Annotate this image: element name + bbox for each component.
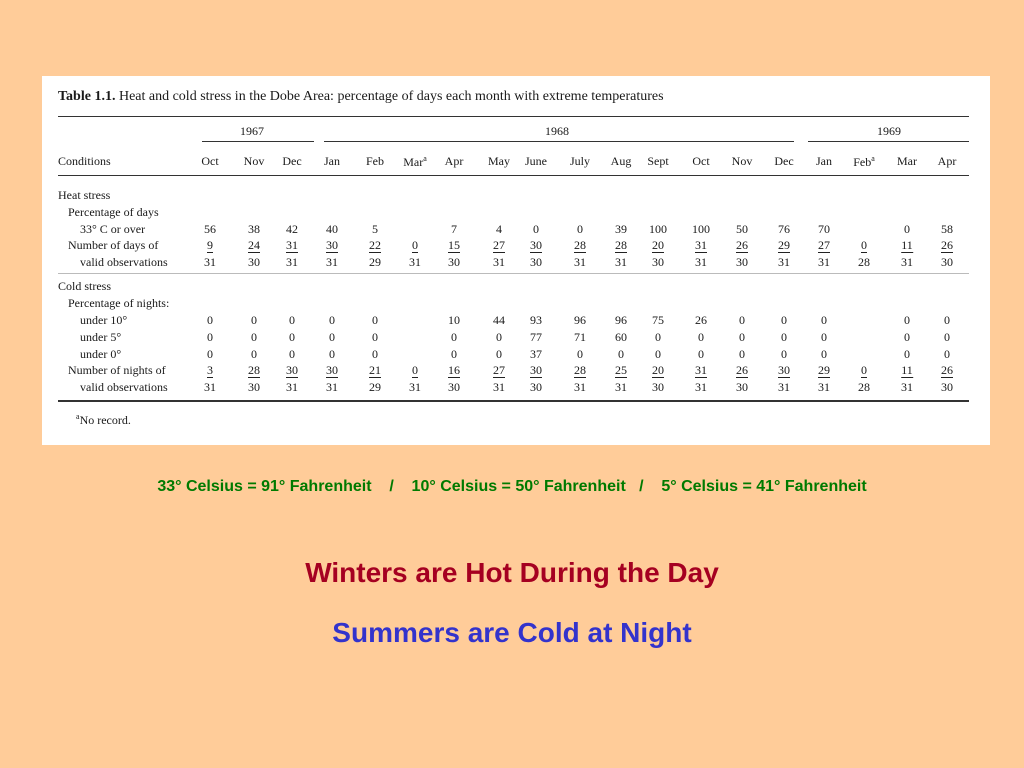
table-cell: 0 (251, 330, 257, 344)
table-cell: 31 (901, 255, 913, 269)
table-cell: 31 (409, 255, 421, 269)
table-cell: 100 (649, 222, 667, 236)
table-cell: 0 (904, 313, 910, 327)
table-cell: 0 (739, 330, 745, 344)
table-cell: 30 (448, 380, 460, 394)
table-cell: 0 (821, 313, 827, 327)
table-cell: 21 (369, 363, 381, 377)
year-label-1969: 1969 (877, 124, 901, 138)
month-header: July (569, 154, 591, 168)
table-cell: 30 (778, 363, 790, 377)
table-cell: 4 (496, 222, 502, 236)
month-header: Jan (816, 154, 832, 168)
table-cell: 100 (692, 222, 710, 236)
table-cell: 0 (904, 330, 910, 344)
month-superscript: a (423, 154, 427, 163)
month-header: Feb (366, 154, 384, 168)
table-cell: 27 (493, 238, 505, 252)
table-cell: 31 (695, 363, 707, 377)
table-cell: 31 (695, 255, 707, 269)
table-cell: 5 (372, 222, 378, 236)
conditions-header: Conditions (58, 154, 111, 168)
table-caption (58, 89, 664, 105)
month-header: Mar$^a$ (403, 154, 427, 169)
table-cell: 28 (858, 255, 870, 269)
month-superscript: a (871, 154, 875, 163)
table-cell: 0 (781, 313, 787, 327)
table-cell: 0 (372, 347, 378, 361)
table-cell: 31 (326, 255, 338, 269)
table-cell: 27 (818, 238, 830, 252)
table-cell: 26 (695, 313, 707, 327)
table-cell: 31 (286, 238, 298, 252)
table-cell: 31 (615, 380, 627, 394)
table-cell: 0 (739, 313, 745, 327)
table-cell: 0 (207, 313, 213, 327)
table-cell: 0 (698, 330, 704, 344)
table-cell: 0 (329, 330, 335, 344)
month-header: Dec (774, 154, 794, 168)
table-cell: 39 (615, 222, 627, 236)
table-cell: 30 (652, 380, 664, 394)
table-cell: 31 (574, 380, 586, 394)
table-cell: 0 (329, 347, 335, 361)
table-cell: 31 (574, 255, 586, 269)
table-cell: 30 (652, 255, 664, 269)
table-cell: 0 (451, 330, 457, 344)
table-cell: 0 (207, 330, 213, 344)
month-header: Aug (610, 154, 632, 168)
table-cell: 0 (372, 330, 378, 344)
section-cold-stress: Cold stress (58, 279, 112, 293)
table-cell: 30 (941, 380, 953, 394)
table-cell: 37 (530, 347, 542, 361)
table-cell: 31 (493, 255, 505, 269)
table-cell: 70 (818, 222, 830, 236)
table-cell: 31 (818, 255, 830, 269)
table-cell: 26 (736, 238, 748, 252)
table-cell: 0 (944, 313, 950, 327)
table-cell: 31 (778, 255, 790, 269)
table-cell: 30 (286, 363, 298, 377)
row-label-number-of-nights: Number of nights of (68, 363, 166, 377)
table-cell: 30 (530, 255, 542, 269)
header-rule (58, 175, 969, 176)
table-cell: 31 (204, 255, 216, 269)
table-cell: 31 (204, 380, 216, 394)
table-cell: 29 (369, 380, 381, 394)
month-header: Nov (243, 154, 265, 168)
table-cell: 10 (448, 313, 460, 327)
table-cell: 31 (695, 238, 707, 252)
section-divider (58, 273, 969, 274)
headline-summer: Summers are Cold at Night (332, 617, 692, 648)
table-cell: 25 (615, 363, 627, 377)
footnote-text: No record. (79, 413, 131, 427)
table-cell: 0 (451, 347, 457, 361)
table-cell: 28 (248, 363, 260, 377)
table-cell: 0 (412, 238, 418, 252)
table-cell: 30 (326, 363, 338, 377)
table-cell: 0 (861, 363, 867, 377)
table-cell: 38 (248, 222, 260, 236)
table-cell: 0 (821, 347, 827, 361)
table-cell: 0 (577, 347, 583, 361)
table-cell: 31 (901, 380, 913, 394)
table-cell: 0 (533, 222, 539, 236)
table-cell: 0 (698, 347, 704, 361)
table-cell: 71 (574, 330, 586, 344)
table-cell: 0 (412, 363, 418, 377)
month-header: Apr (937, 154, 957, 168)
table-cell: 31 (493, 380, 505, 394)
table-cell: 0 (944, 347, 950, 361)
table-cell: 31 (286, 380, 298, 394)
table-cell: 0 (821, 330, 827, 344)
table-cell: 15 (448, 238, 460, 252)
table-cell: 58 (941, 222, 953, 236)
table-cell: 0 (904, 347, 910, 361)
year-rule-1967 (202, 141, 314, 142)
table-cell: 30 (530, 363, 542, 377)
row-label-under-5: under 5° (80, 330, 122, 344)
table-cell: 28 (574, 238, 586, 252)
table-cell: 0 (207, 347, 213, 361)
table-panel (42, 76, 990, 445)
bottom-rule (58, 400, 969, 402)
table-cell: 0 (577, 222, 583, 236)
month-header: Mar (897, 154, 917, 168)
table-cell: 30 (326, 238, 338, 252)
table-cell: 7 (451, 222, 457, 236)
table-cell: 0 (251, 347, 257, 361)
table-cell: 30 (530, 380, 542, 394)
month-header: Feb$^a$ (853, 154, 875, 169)
table-cell: 0 (289, 330, 295, 344)
table-cell: 0 (496, 330, 502, 344)
table-cell: 30 (248, 255, 260, 269)
month-header: Sept (647, 154, 669, 168)
row-label-under-10: under 10° (80, 313, 128, 327)
table-cell: 42 (286, 222, 298, 236)
headline-winter: Winters are Hot During the Day (305, 557, 719, 588)
table-cell: 0 (496, 347, 502, 361)
table-cell: 0 (861, 238, 867, 252)
table-cell: 0 (289, 347, 295, 361)
table-cell: 0 (618, 347, 624, 361)
month-header: Oct (201, 154, 219, 168)
table-cell: 30 (248, 380, 260, 394)
section-percentage-of-days: Percentage of days (68, 205, 159, 219)
table-caption-label: Table 1.1. (58, 89, 116, 104)
table-cell: 0 (655, 347, 661, 361)
table-cell: 31 (615, 255, 627, 269)
year-rule-1968 (324, 141, 794, 142)
table-cell: 26 (941, 238, 953, 252)
table-cell: 0 (329, 313, 335, 327)
table-cell: 31 (326, 380, 338, 394)
table-cell: 20 (652, 363, 664, 377)
footnote-mark: a (76, 412, 80, 421)
table-cell: 93 (530, 313, 542, 327)
table-cell: 0 (289, 313, 295, 327)
table-cell: 0 (944, 330, 950, 344)
table-caption-text: Heat and cold stress in the Dobe Area: percentage of days each month with extreme temperatures (118, 89, 664, 104)
table-cell: 30 (736, 380, 748, 394)
month-header: Oct (692, 154, 710, 168)
year-rule-1969 (808, 141, 969, 142)
table-cell: 50 (736, 222, 748, 236)
table-cell: 0 (251, 313, 257, 327)
table-cell: 75 (652, 313, 664, 327)
table-cell: 29 (369, 255, 381, 269)
table-cell: 60 (615, 330, 627, 344)
table-cell: 77 (530, 330, 542, 344)
table-cell: 31 (286, 255, 298, 269)
year-label-1967: 1967 (240, 124, 264, 138)
table-cell: 30 (448, 255, 460, 269)
table-cell: 0 (739, 347, 745, 361)
row-label-33c: 33° C or over (80, 222, 146, 236)
month-header: Nov (731, 154, 753, 168)
table-cell: 3 (207, 363, 213, 377)
table-cell: 29 (778, 238, 790, 252)
conversion-line: 33° Celsius = 91° Fahrenheit / 10° Celsius = 50° Fahrenheit / 5° Celsius = 41° Fahrenheit (157, 478, 867, 495)
top-rule (58, 116, 969, 117)
footnote (76, 412, 131, 428)
table-cell: 30 (941, 255, 953, 269)
row-label-valid-obs-cold: valid observations (80, 380, 168, 394)
table-cell: 0 (904, 222, 910, 236)
year-label-1968: 1968 (545, 124, 569, 138)
table-cell: 11 (901, 363, 913, 377)
table-cell: 22 (369, 238, 381, 252)
table-cell: 26 (941, 363, 953, 377)
table-cell: 27 (493, 363, 505, 377)
table-cell: 56 (204, 222, 216, 236)
table-cell: 0 (655, 330, 661, 344)
table-cell: 0 (781, 330, 787, 344)
table-cell: 28 (858, 380, 870, 394)
table-cell: 28 (574, 363, 586, 377)
table-cell: 24 (248, 238, 260, 252)
table-cell: 96 (615, 313, 627, 327)
table-cell: 40 (326, 222, 338, 236)
table-cell: 26 (736, 363, 748, 377)
table-cell: 31 (778, 380, 790, 394)
table-cell: 31 (695, 380, 707, 394)
row-label-valid-obs-heat: valid observations (80, 255, 168, 269)
row-label-number-of-days: Number of days of (68, 238, 159, 252)
section-percentage-of-nights: Percentage of nights: (68, 296, 170, 310)
month-header: May (488, 154, 510, 168)
table-cell: 30 (530, 238, 542, 252)
table-cell: 0 (372, 313, 378, 327)
month-header: Apr (444, 154, 464, 168)
table-cell: 31 (818, 380, 830, 394)
table-cell: 96 (574, 313, 586, 327)
table-cell: 16 (448, 363, 460, 377)
table-cell: 29 (818, 363, 830, 377)
month-header: Dec (282, 154, 302, 168)
table-cell: 44 (493, 313, 505, 327)
month-header: Jan (324, 154, 340, 168)
row-label-under-0: under 0° (80, 347, 122, 361)
section-heat-stress: Heat stress (58, 188, 111, 202)
table-cell: 0 (781, 347, 787, 361)
month-header: June (525, 154, 547, 168)
table-cell: 28 (615, 238, 627, 252)
table-cell: 31 (409, 380, 421, 394)
table-cell: 76 (778, 222, 790, 236)
table-cell: 20 (652, 238, 664, 252)
table-cell: 30 (736, 255, 748, 269)
table-cell: 11 (901, 238, 913, 252)
table-cell: 9 (207, 238, 213, 252)
